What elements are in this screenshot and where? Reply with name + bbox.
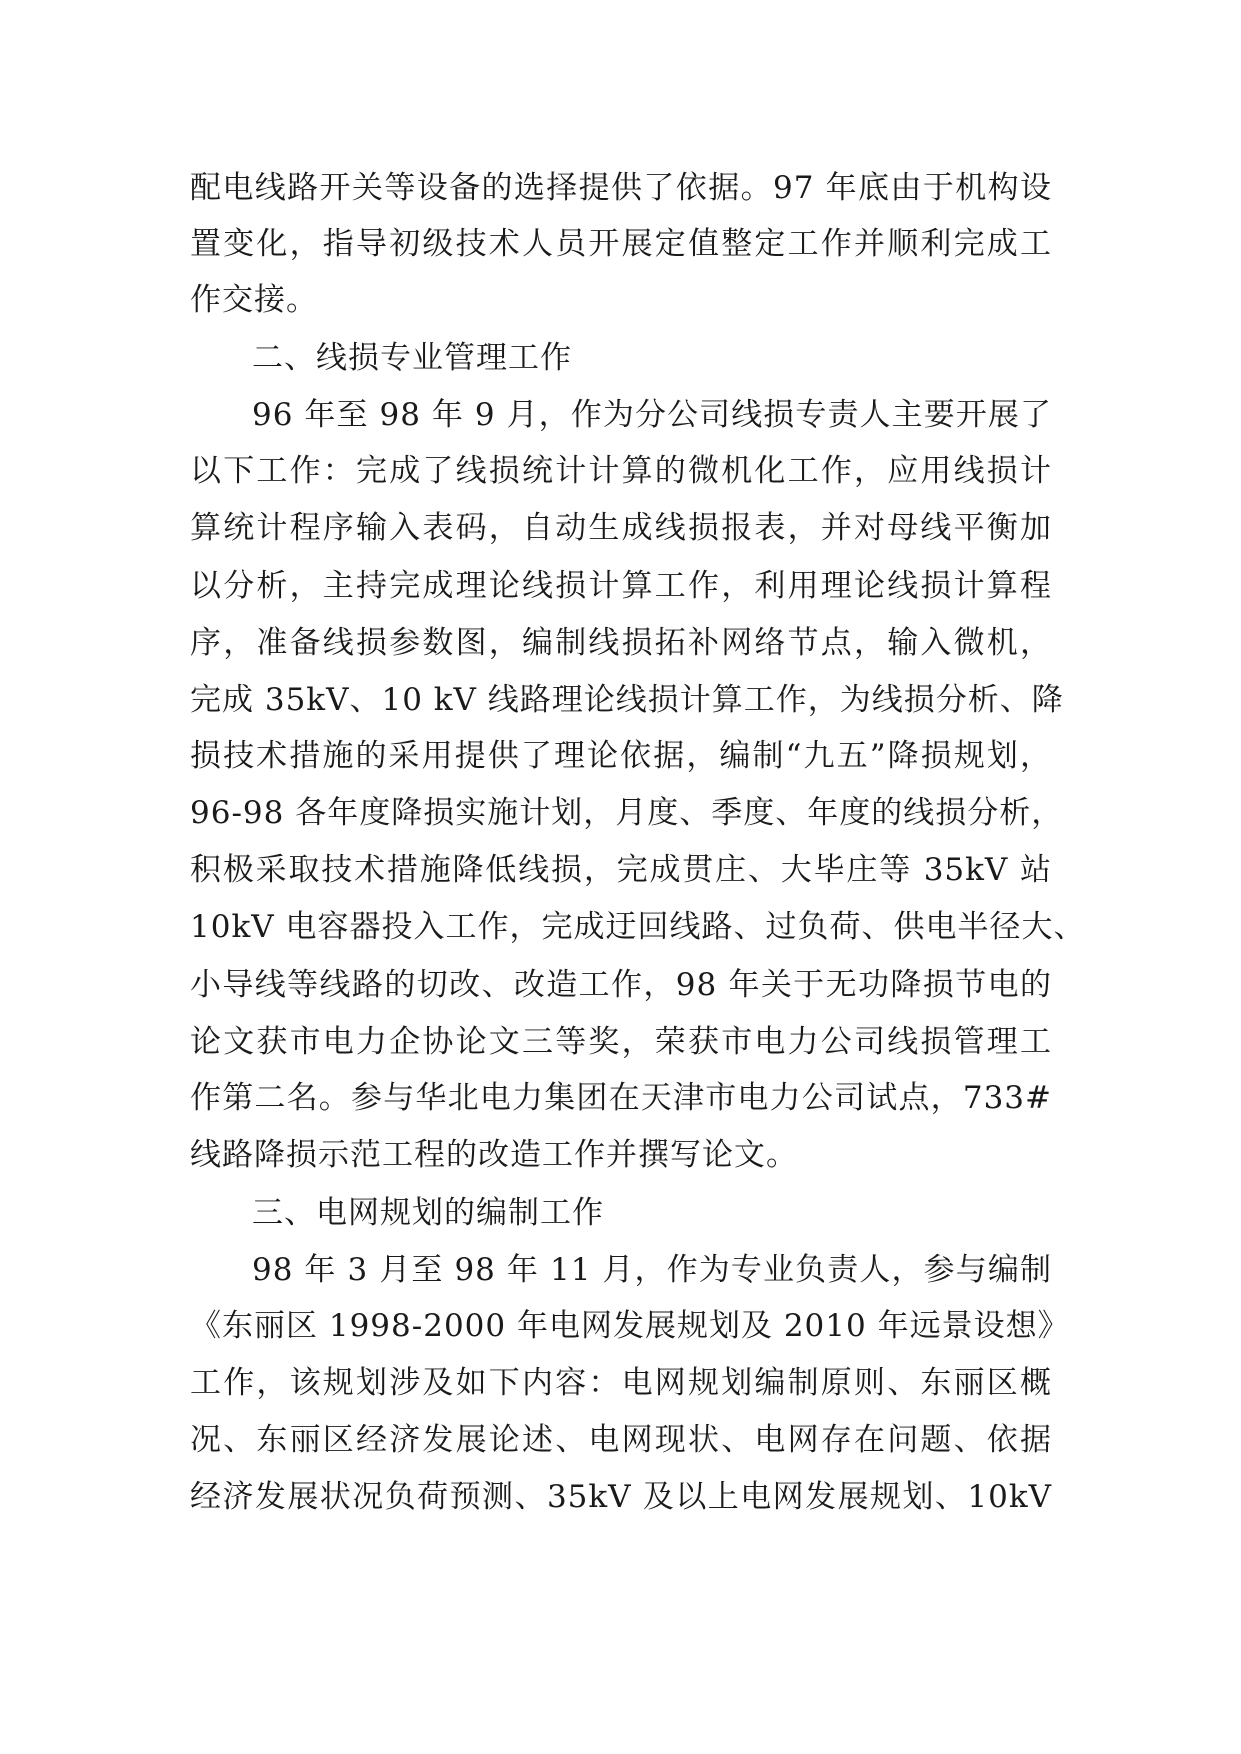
text-line-9: 序，准备线损参数图，编制线损拓补网络节点，输入微机， xyxy=(190,625,1052,661)
text-line-20: 98 年 3 月至 98 年 11 月，作为专业负责人，参与编制 xyxy=(252,1252,1052,1288)
text-line-6: 以下工作：完成了线损统计计算的微机化工作，应用线损计 xyxy=(190,453,1052,489)
section-heading-2: 二、线损专业管理工作 xyxy=(252,340,572,376)
text-line-15: 小导线等线路的切改、改造工作，98 年关于无功降损节电的 xyxy=(190,967,1052,1003)
text-line-12: 96-98 各年度降损实施计划，月度、季度、年度的线损分析， xyxy=(190,795,1064,831)
text-line-11: 损技术措施的采用提供了理论依据，编制“九五”降损规划， xyxy=(190,738,1052,774)
section-heading-3: 三、电网规划的编制工作 xyxy=(252,1195,604,1231)
text-line-7: 算统计程序输入表码，自动生成线损报表，并对母线平衡加 xyxy=(190,510,1052,546)
text-line-22: 工作，该规划涉及如下内容：电网规划编制原则、东丽区概 xyxy=(190,1365,1052,1401)
text-line-13: 积极采取技术措施降低线损，完成贯庄、大毕庄等 35kV 站 xyxy=(190,852,1052,888)
text-line-23: 况、东丽区经济发展论述、电网现状、电网存在问题、依据 xyxy=(190,1422,1052,1458)
text-line-24: 经济发展状况负荷预测、35kV 及以上电网发展规划、10kV xyxy=(190,1479,1052,1515)
text-line-3: 作交接。 xyxy=(190,282,318,318)
text-line-16: 论文获市电力企协论文三等奖，荣获市电力公司线损管理工 xyxy=(190,1024,1052,1060)
text-line-5: 96 年至 98 年 9 月，作为分公司线损专责人主要开展了 xyxy=(252,397,1052,433)
text-line-17: 作第二名。参与华北电力集团在天津市电力公司试点，733# xyxy=(190,1080,1052,1116)
text-line-14: 10kV 电容器投入工作，完成迂回线路、过负荷、供电半径大、 xyxy=(190,909,1086,945)
text-line-18: 线路降损示范工程的改造工作并撰写论文。 xyxy=(190,1137,798,1173)
text-line-1: 配电线路开关等设备的选择提供了依据。97 年底由于机构设 xyxy=(190,170,1052,206)
text-line-10: 完成 35kV、10 kV 线路理论线损计算工作，为线损分析、降 xyxy=(190,682,1064,718)
text-line-21: 《东丽区 1998-2000 年电网发展规划及 2010 年远景设想》 xyxy=(190,1308,1070,1344)
text-line-8: 以分析，主持完成理论线损计算工作，利用理论线损计算程 xyxy=(190,568,1052,604)
text-line-2: 置变化，指导初级技术人员开展定值整定工作并顺利完成工 xyxy=(190,226,1052,262)
